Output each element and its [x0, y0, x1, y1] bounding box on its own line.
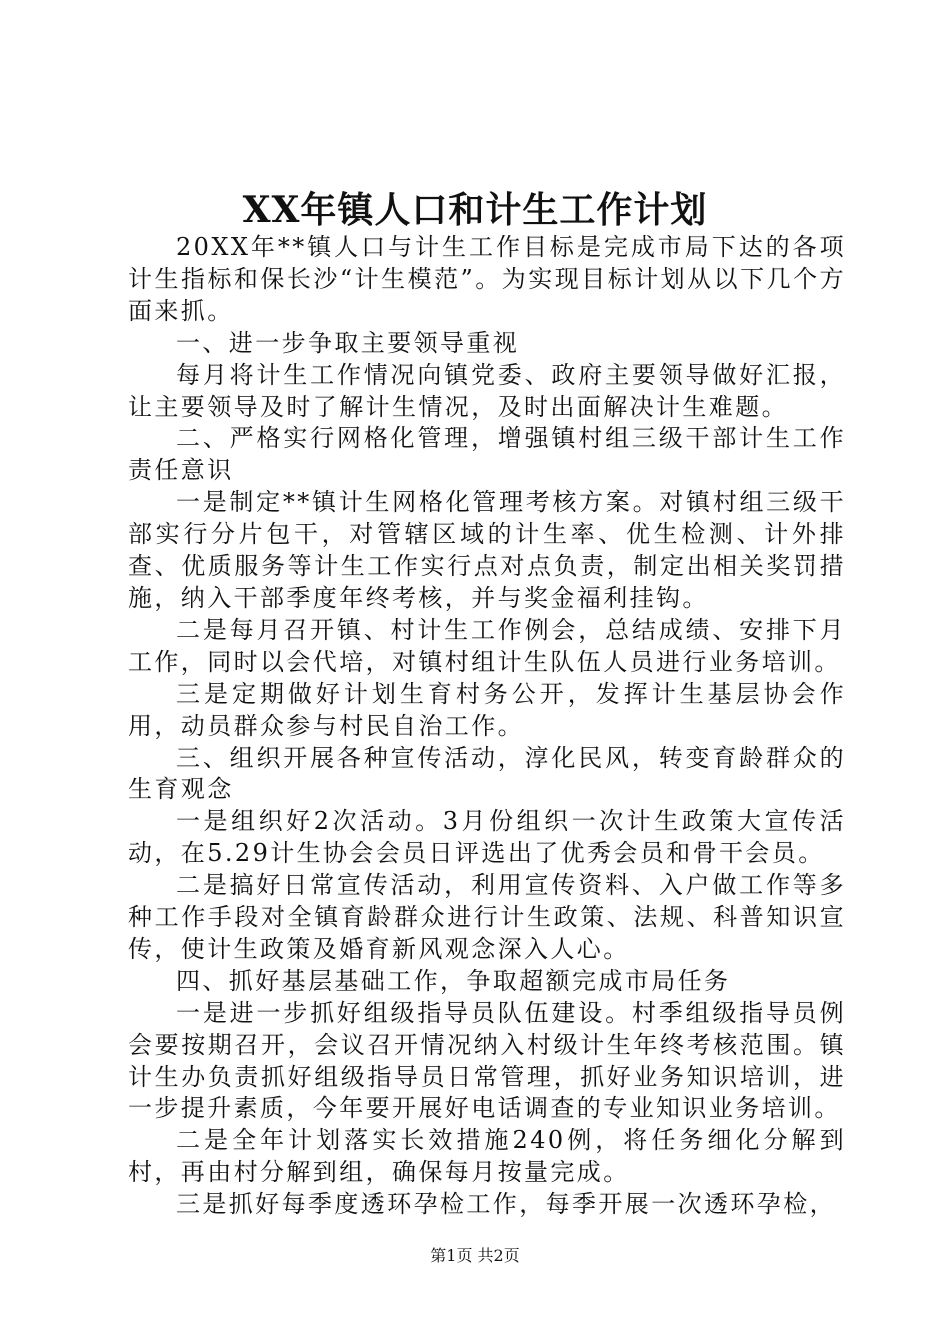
document-title: XX年镇人口和计生工作计划 [242, 189, 708, 231]
paragraph: 一是制定**镇计生网格化管理考核方案。对镇村组三级干部实行分片包干，对管辖区域的计生率、优生检测、计外排查、优质服务等计生工作实行点对点负责，制定出相关奖罚措施，纳入干部季度年终考核，并与奖金福利挂钩。 [128, 488, 846, 612]
section-heading-3: 三、组织开展各种宣传活动，淳化民风，转变育龄群众的生育观念 [128, 743, 846, 804]
document-body [128, 232, 846, 1221]
paragraph: 一是进一步抓好组级指导员队伍建设。村季组级指导员例会要按期召开，会议召开情况纳入村级计生年终考核范围。镇计生办负责抓好组级指导员日常管理，抓好业务知识培训，进一步提升素质，今年要开展好电话调查的专业知识业务培训。 [128, 998, 846, 1123]
paragraph: 二是搞好日常宣传活动，利用宣传资料、入户做工作等多种工作手段对全镇育龄群众进行计生政策、法规、科普知识宣传，使计生政策及婚育新风观念深入人心。 [128, 871, 846, 963]
paragraph: 一是组织好2次活动。3月份组织一次计生政策大宣传活动，在5.29计生协会会员日评选出了优秀会员和骨干会员。 [128, 807, 846, 868]
paragraph: 二是全年计划落实长效措施240例，将任务细化分解到村，再由村分解到组，确保每月按量完成。 [128, 1126, 846, 1187]
section-heading-1: 一、进一步争取主要领导重视 [176, 328, 520, 357]
page-number-footer: 第1页 共2页 [430, 1246, 520, 1265]
paragraph: 三是定期做好计划生育村务公开，发挥计生基层协会作用，动员群众参与村民自治工作。 [128, 679, 846, 740]
paragraph-intro: 20XX年**镇人口与计生工作目标是完成市局下达的各项计生指标和保长沙“计生模范”。为实现目标计划从以下几个方面来抓。 [128, 233, 846, 325]
paragraph: 三是抓好每季度透环孕检工作，每季开展一次透环孕检， [176, 1190, 836, 1219]
section-heading-4: 四、抓好基层基础工作，争取超额完成市局任务 [176, 966, 731, 995]
section-heading-2: 二、严格实行网格化管理，增强镇村组三级干部计生工作责任意识 [128, 424, 846, 485]
paragraph: 每月将计生工作情况向镇党委、政府主要领导做好汇报，让主要领导及时了解计生情况，及时出面解决计生难题。 [128, 360, 846, 421]
paragraph: 二是每月召开镇、村计生工作例会，总结成绩、安排下月工作，同时以会代培，对镇村组计生队伍人员进行业务培训。 [128, 615, 846, 676]
